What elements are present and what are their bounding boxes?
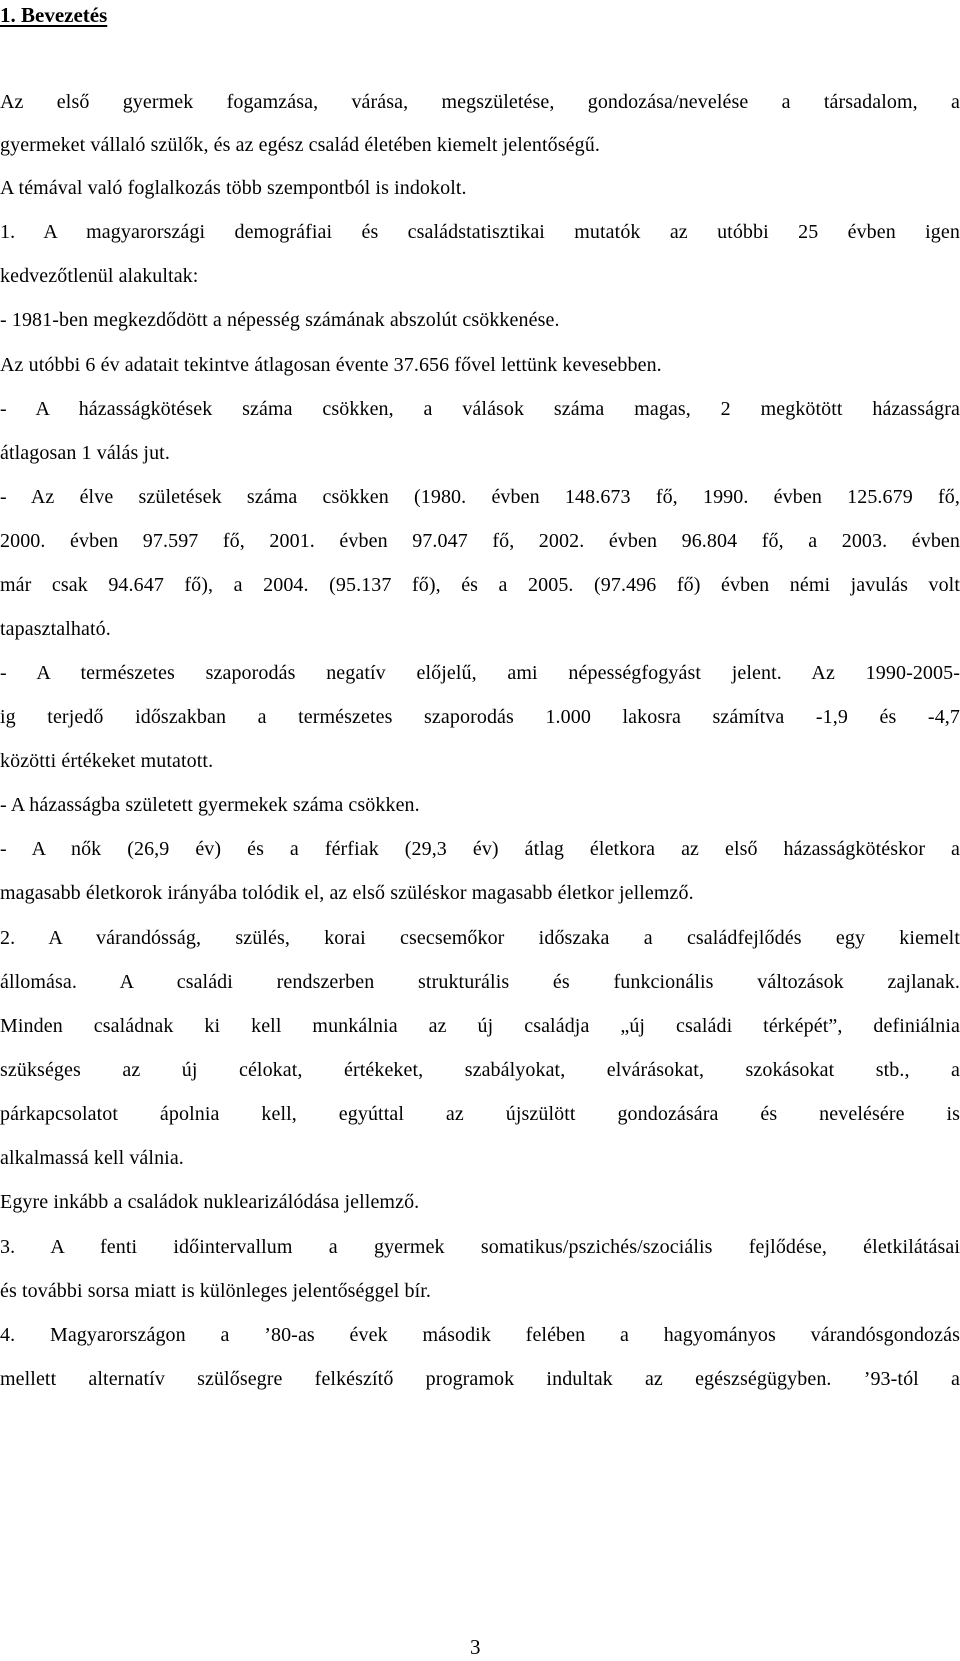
page-number: 3 xyxy=(470,1635,481,1659)
text-line: már csak 94.647 fő), a 2004. (95.137 fő), és a 2005. (97.496 fő) évben némi javulás volt xyxy=(0,574,960,596)
text-line: gyermeket vállaló szülők, és az egész család életében kiemelt jelentőségű. xyxy=(0,134,600,156)
text-line: mellett alternatív szülősegre felkészítő programok indultak az egészségügyben. ’93-tól a xyxy=(0,1368,960,1390)
text-line: 3. A fenti időintervallum a gyermek somatikus/pszichés/szociális fejlődése, életkilátásai xyxy=(0,1236,960,1258)
text-line: - A természetes szaporodás negatív előjelű, ami népességfogyást jelent. Az 1990-2005- xyxy=(0,662,960,684)
text-line: átlagosan 1 válás jut. xyxy=(0,442,170,464)
text-line: Minden családnak ki kell munkálnia az új családja „új családi térképét”, definiálnia xyxy=(0,1015,960,1037)
text-line: 2. A várandósság, szülés, korai csecsemőkor időszaka a családfejlődés egy kiemelt xyxy=(0,927,960,949)
text-line: - A házasságkötések száma csökken, a válások száma magas, 2 megkötött házasságra xyxy=(0,398,960,420)
text-line: 2000. évben 97.597 fő, 2001. évben 97.047 fő, 2002. évben 96.804 fő, a 2003. évben xyxy=(0,530,960,552)
text-line: közötti értékeket mutatott. xyxy=(0,750,214,772)
text-line: szükséges az új célokat, értékeket, szabályokat, elvárásokat, szokásokat stb., a xyxy=(0,1059,960,1081)
text-line: állomása. A családi rendszerben strukturális és funkcionális változások zajlanak. xyxy=(0,971,960,993)
text-line: - Az élve születések száma csökken (1980. évben 148.673 fő, 1990. évben 125.679 fő, xyxy=(0,486,960,508)
text-line: 1. A magyarországi demográfiai és családstatisztikai mutatók az utóbbi 25 évben igen xyxy=(0,221,960,243)
text-line: kedvezőtlenül alakultak: xyxy=(0,265,199,287)
text-line: Az utóbbi 6 év adatait tekintve átlagosan évente 37.656 fővel lettünk kevesebben. xyxy=(0,354,662,376)
text-line: Egyre inkább a családok nuklearizálódása jellemző. xyxy=(0,1191,420,1213)
text-line: A témával való foglalkozás több szempontból is indokolt. xyxy=(0,177,467,199)
text-line: 4. Magyarországon a ’80-as évek második felében a hagyományos várandósgondozás xyxy=(0,1324,960,1346)
text-line: - A nők (26,9 év) és a férfiak (29,3 év) átlag életkora az első házasságkötéskor a xyxy=(0,838,960,860)
text-line: alkalmassá kell válnia. xyxy=(0,1147,184,1169)
text-line: tapasztalható. xyxy=(0,618,111,640)
text-line: párkapcsolatot ápolnia kell, egyúttal az újszülött gondozására és nevelésére is xyxy=(0,1103,960,1125)
text-line: és további sorsa miatt is különleges jelentőséggel bír. xyxy=(0,1280,431,1302)
text-line: ig terjedő időszakban a természetes szaporodás 1.000 lakosra számítva -1,9 és -4,7 xyxy=(0,706,960,728)
section-heading: 1. Bevezetés xyxy=(0,3,108,27)
text-line: - 1981-ben megkezdődött a népesség számának abszolút csökkenése. xyxy=(0,309,560,331)
text-line: - A házasságba született gyermekek száma csökken. xyxy=(0,794,420,816)
text-line: magasabb életkorok irányába tolódik el, az első szüléskor magasabb életkor jellemző. xyxy=(0,882,694,904)
text-line: Az első gyermek fogamzása, várása, megszületése, gondozása/nevelése a társadalom, a xyxy=(0,91,960,113)
